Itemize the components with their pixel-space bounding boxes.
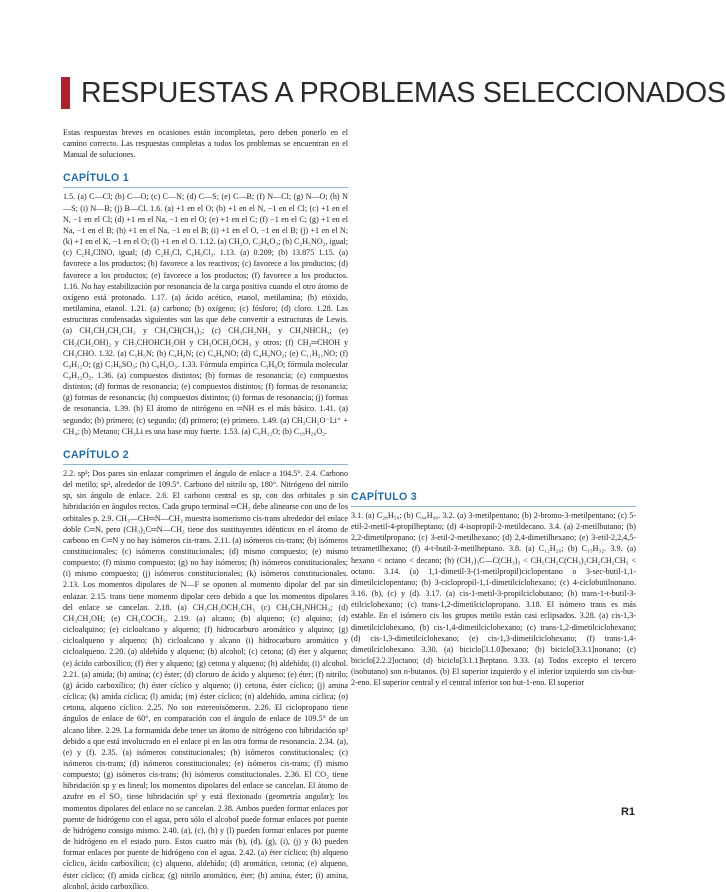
chapter-1-heading: CAPÍTULO 1 bbox=[63, 172, 348, 188]
chapter-3-text: 3.1. (a) C₂₈H₅₈; (b) C₄₄H₉₀. 3.2. (a) 3-metilpentano; (b) 2-bromo-3-metilpentano; (c) 5-etil-2-metil-4-propilheptano; (d) 4-isopropil-2-metildecano. 3.4. (a) 2-metilbutano; (b) 2,2-dimetilpropano; (c) 3-etil-2-metilhexano; (d) 2,4-dimetilhexano; (e) 3-etil-2,2,4,5-tetrametilhexano; (f) 4-t-butil-3-metilheptano. 3.8. (a) C₁₂H₂₆; (b) C₁₅H₃₂. 3.9. (a) hexano < octano < decano; (b) (CH₃)₃C—C(CH₃)₃ < CH₃CH₂C(CH₃)₂CH₂CH₂CH₃ < octano. 3.14. (a) 1,1-dimetil-3-(1-metilpropil)ciclopentano o 3-sec-butil-1,1-dimetilciclopentano; (b) 3-ciclopropil-1,1-dimetilciclohexano; (c) 4-ciclobutilnonano. 3.16. (b), (c) y (d). 3.17. (a) cis-1-metil-3-propilciclobutano; (b) trans-1-t-butil-3-etilciclohexano; (c) trans-1,2-dimetilciclopropano. 3.18. El isómero trans es más estable. En el isómero cis los grupos metilo están casi eclipsados. 3.28. (a) cis-1,3-dimetilciclohexano, (b) cis-1,4-dimetilciclohexano; (c) trans-1,2-dimetilciclohexano; (d) cis-1,3-dimetilciclohexano; (e) cis-1,3-dimetilciclohexano; (f) trans-1,4-dimetilciclohexano. 3.30. (a) biciclo[3.1.0]hexano; (b) biciclo[3.3.1]nonano; (c) biciclo[2.2.2]octano; (d) biciclo[3.1.1]heptano. 3.33. (a) Todos excepto el tercero (isobutano) son n-butanos. (b) El superior izquierdo y el inferior izquierdo son cis-but-2-eno. El superior central y el central inferior son but-1-eno. El superior bbox=[351, 511, 636, 688]
chapter-3-heading: CAPÍTULO 3 bbox=[351, 491, 636, 507]
page-title: RESPUESTAS A PROBLEMAS SELECCIONADOS bbox=[81, 77, 726, 109]
chapter-2-heading: CAPÍTULO 2 bbox=[63, 449, 348, 465]
chapter-2-text: 2.2. sp³; Dos pares sin enlazar comprimen el ángulo de enlace a 104.5°. 2.4. Carbono del metilo; sp³, alrededor de 109.5°. Carbono del nitrilo sp, 180°. Nitrógeno del nitrilo sp, sin ángulo de enlace. 2.6. El carbono central es sp, con dos orbitales p sin hibridación en ángulos rectos. Cada grupo terminal ═CH₂ debe alinearse con uno de los orbitales p. 2.9. CH₃—CH═N—CH₃ muestra isomerismo cis-trans alrededor del enlace doble C═N, pero (CH₃)₂C═N—CH₃ tiene dos sustituyentes idénticos en el átomo de carbono en C═N y no hay isómeros cis-trans. 2.11. (a) isómeros cis-trans; (b) isómeros constitucionales; (c) isómeros constitucionales; (d) mismo compuesto; (e) mismo compuesto; (f) mismo compuesto; (g) no hay isómeros; (h) isómeros constitucionales; (i) mismo compuesto; (j) isómeros constitucionales; (k) isómeros constitucionales. 2.13. Los momentos dipolares de N—F se oponen al momento dipolar del par sin enlazar. 2.15. trans tiene momento dipolar cero debido a que los momentos dipolares del enlace se cancelan. 2.18. (a) CH₃CH₂OCH₂CH₃ (c) CH₃CH₂NHCH₃; (d) CH₃CH₂OH; (e) CH₃COCH₃. 2.19. (a) alcano; (b) alqueno; (c) alquino; (d) cicloalquino; (e) cicloalcano y alqueno; (f) hidrocarburo aromático y alquino; (g) cicloalqueno y alqueno; (h) cicloalcano y alcano (i) hidrocarburo aromático y cicloalqueno. 2.20. (a) aldehído y alqueno; (b) alcohol; (c) cetona; (d) éter y alqueno; (e) ácido carboxílico; (f) éter y alqueno; (g) cetona y alqueno; (h) aldehído; (i) alcohol. 2.21. (a) amida; (b) amina; (c) éster; (d) cloruro de ácido y alqueno; (e) éter; (f) nitrilo; (g) ácido carboxílico; (h) éster cíclico y alqueno; (i) cetona, éster cíclico; (j) amina cíclica; (k) amida cíclica; (l) amida; (m) éster cíclico; (n) aldehído, amina cíclica; (o) cetona, alqueno cíclico. 2.25. No son estereoisómeros. 2.26. El ciclopropano tiene ángulos de enlace de 60°, en comparación con el ángulo de enlace de 109.5° de un alcano libre. 2.29. La formamida debe tener un átomo de nitrógeno con hibridación sp² debido a que está involucrado en el enlace pi en las otra forma de resonancia. 2.34. (a), (e) y (f). 2.35. (a) isómeros constitucionales; (b) isómeros constitucionales; (c) isómeros cis-trans; (d) isómeros constitucionales; (e) isómeros cis-trans; (f) mismo compuesto; (g) isómeros cis-trans; (h) isómeros constitucionales. 2.36. El CO₂ tiene hibridación sp y es lineal; los momentos dipolares del enlace se cancelan. El átomo de azufre en el SO₂ tiene hibridación sp² y está flexionado (geometría angular); los momentos dipolares del enlace no se cancelan. 2.38. Ambos pueden formar enlaces por puente de hidrógeno con el agua, pero sólo el alcohol puede formar enlaces por puente de hidrógeno consigo mismo. 2.40. (a), (c), (h) y (l) pueden formar enlaces por puente de hidrógeno en el estado puro. Estos cuatro más (b), (d), (g), (i), (j) y (k) pueden formar enlaces por puente de hidrógeno con el agua. 2.42. (a) éter cíclico; (b) alqueno cíclico, ácido carboxílico; (c) alqueno, aldehído; (d) aromático, cetona; (e) alqueno, éster cíclico; (f) amida cíclica; (g) nitrilo aromático, éter; (h) amina, éster; (i) amina, alcohol, ácido carboxílico. bbox=[63, 468, 348, 891]
intro-paragraph: Estas respuestas breves en ocasiones están incompletas, pero deben ponerlo en el camino correcto. Las respuestas completas a todos los problemas se encuentran en el Manual de soluciones. bbox=[63, 128, 348, 160]
right-column bbox=[351, 127, 636, 689]
left-column bbox=[63, 127, 348, 891]
page-number: R1 bbox=[620, 806, 635, 818]
title-block bbox=[61, 76, 726, 110]
chapter-1-text: 1.5. (a) C—Cl; (b) C—O; (c) C—N; (d) C—S; (e) C—B; (f) N—Cl; (g) N—O; (h) N—S; (i) N—B; (j) B—Cl. 1.6. (a) +1 en el O; (b) +1 en el N, −1 en el Cl; (c) +1 en el N, −1 en el Cl; (d) +1 en el Na, −1 en el O; (e) +1 en el C; (f) −1 en el C; (g) +1 en el Na, −1 en el B; (h) +1 en el Na, −1 en el B; (i) +1 en el O, −1 en el B; (j) +1 en el N; (k) +1 en el K, −1 en el O; (l) +1 en el O. 1.12. (a) CH₂O, C₃H₆O₃; (b) C₂H₅NO₂, igual; (c) C₂H₄ClNO, igual; (d) C₂H₃Cl, C₆H₉Cl₃. 1.13. (a) 0.209; (b) 13.875 1.15. (a) favorece a los productos; (b) favorece a los reactivos; (c) favorece a los productos; (d) favorece a los productos; (e) favorece a los productos; (f) favorece a los productos. 1.16. No hay estabilización por resonancia de la carga positiva cuando el otro átomo de oxígeno está protonado. 1.17. (a) ácido acético, etanol, metilamina; (b) etóxido, metilamina, etanol. 1.21. (a) carbono; (b) oxígeno; (c) fósforo; (d) cloro. 1.28. Las estructuras condensadas siguientes son las que debe convertir a estructuras de Lewis. (a) CH₃CH₂CH₂CH₃ y CH₃CH(CH₃)₂; (c) CH₃CH₂NH₂ y CH₃NHCH₃; (e) CH₂(CH₂OH)₂ y CH₃CHOHCH₂OH y CH₃OCH₂OCH₃ y otros; (f) CH₂═CHOH y CH₃CHO. 1.32. (a) C₅H₅N; (b) C₄H₉N; (c) C₄H₉NO; (d) C₄H₉NO₂; (e) C₁₁H₂₁NO; (f) C₉H₁₂O; (g) C₇H₈SO₃; (h) C₆H₆O₃. 1.33. Fórmula empírica C₃H₆O; fórmula molecular C₆H₁₂O₂. 1.36. (a) compuestos distintos; (b) formas de resonancia; (c) compuestos distintos; (d) formas de resonancia; (e) compuestos distintos; (f) formas de resonancia; (g) formas de resonancia; (h) compuestos distintos; (i) formas de resonancia; (j) formas de resonancia. 1.39. (b) El átomo de nitrógeno en ═NH es el más básico. 1.41. (a) segundo; (b) primero; (c) segundo; (d) primero; (e) primero. 1.49. (a) CH₃CH₂O⁻Li⁺ + CH₄; (b) Metano; CH₃Li es una base muy fuerte. 1.53. (a) C₉H₁₂O; (b) C₁₈H₂₆O₂. bbox=[63, 192, 348, 436]
title-accent-bar bbox=[61, 77, 70, 109]
